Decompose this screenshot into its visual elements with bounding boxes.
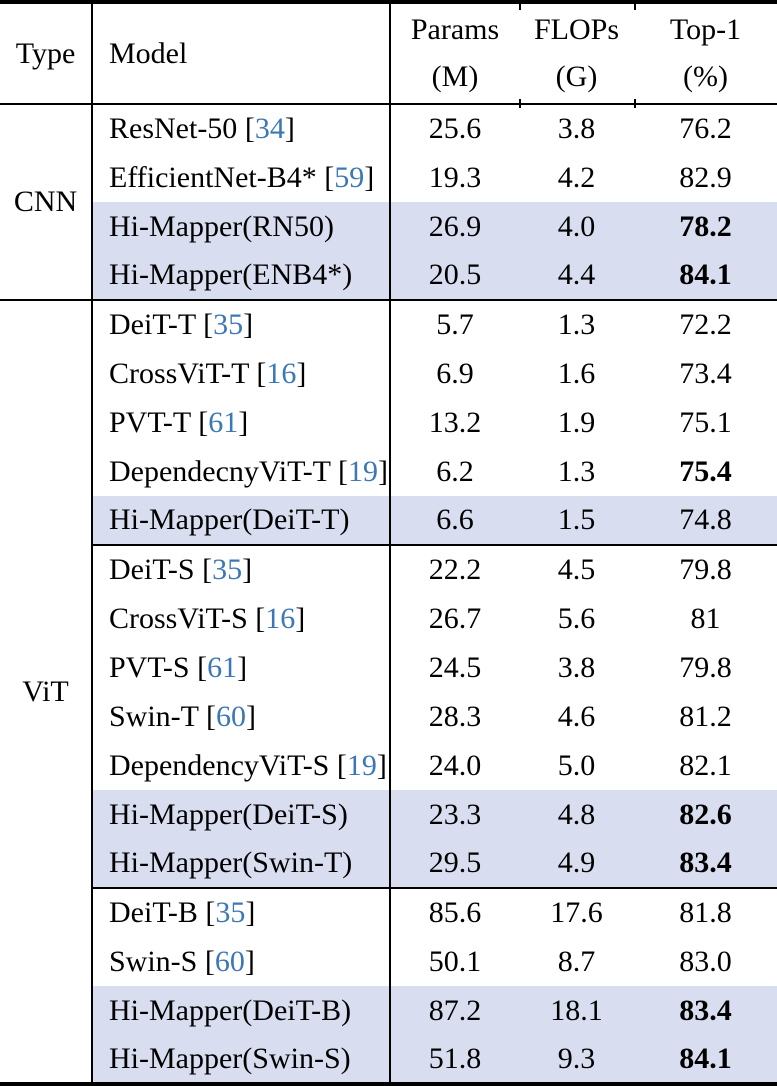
model-name: Hi-Mapper(ENB4*) xyxy=(92,251,390,300)
params-value: 20.5 xyxy=(390,251,519,300)
top1-value: 79.8 xyxy=(679,650,732,684)
params-value: 50.1 xyxy=(428,944,482,978)
citation-link[interactable]: 16 xyxy=(265,601,296,635)
model-name: Hi-Mapper(DeiT-B) xyxy=(92,986,390,1035)
citation-link[interactable]: 60 xyxy=(215,699,246,733)
header-flops xyxy=(519,2,634,104)
model-name: DependecnyViT-T [19] xyxy=(92,447,390,496)
flops-value: 4.5 xyxy=(519,545,634,594)
citation-link[interactable]: 35 xyxy=(212,553,243,586)
table-row xyxy=(0,839,777,888)
params-value: 26.7 xyxy=(428,601,482,635)
table-row xyxy=(0,202,777,251)
citation-link[interactable]: 61 xyxy=(208,405,239,439)
citation-link[interactable]: 19 xyxy=(346,748,377,782)
type-label: CNN xyxy=(0,104,92,300)
type-label: ViT xyxy=(0,300,92,1084)
flops-value: 3.8 xyxy=(557,112,596,145)
header-top1-name: Top-1 xyxy=(669,13,742,46)
citation-link[interactable]: 35 xyxy=(213,308,244,341)
model-name: CrossViT-T [16] xyxy=(92,349,390,398)
flops-value: 5.0 xyxy=(557,748,596,782)
citation-link[interactable]: 60 xyxy=(214,944,245,978)
model-name: ResNet-50 [34] xyxy=(92,104,390,153)
flops-value: 1.3 xyxy=(519,300,634,349)
top1-value: 76.2 xyxy=(679,112,732,145)
top1-value: 82.6 xyxy=(634,790,777,839)
model-name: Swin-T [60] xyxy=(92,692,390,741)
params-value: 6.6 xyxy=(390,496,519,545)
top1-value: 79.8 xyxy=(634,545,777,594)
citation-link[interactable]: 19 xyxy=(347,454,378,488)
flops-value: 17.6 xyxy=(519,888,634,937)
flops-value: 4.8 xyxy=(519,790,634,839)
top1-value: 81 xyxy=(690,601,721,635)
params-value: 87.2 xyxy=(390,986,519,1035)
citation-link[interactable]: 59 xyxy=(334,160,365,194)
header-model: Model xyxy=(92,2,390,104)
table-row xyxy=(0,104,777,153)
flops-value: 1.3 xyxy=(557,454,596,488)
params-value: 29.5 xyxy=(390,839,519,888)
flops-value: 9.3 xyxy=(519,1035,634,1084)
top1-value: 83.0 xyxy=(679,944,732,978)
header-params-unit: (M) xyxy=(431,60,479,93)
model-name: PVT-S [61] xyxy=(92,643,390,692)
params-value: 6.9 xyxy=(436,356,474,390)
citation-link[interactable]: 35 xyxy=(215,896,246,929)
flops-value: 1.6 xyxy=(557,356,596,390)
table-row xyxy=(0,986,777,1035)
table-row xyxy=(0,790,777,839)
top1-value: 75.1 xyxy=(679,405,732,439)
column-tick-mark xyxy=(519,0,521,10)
table-row xyxy=(0,447,777,496)
header-top1 xyxy=(634,2,777,104)
column-tick-mark xyxy=(519,99,521,108)
top1-value: 83.4 xyxy=(634,839,777,888)
flops-value: 4.2 xyxy=(557,160,596,194)
header-params-name: Params xyxy=(410,13,500,46)
table-row xyxy=(0,741,777,790)
model-name: Hi-Mapper(Swin-S) xyxy=(92,1035,390,1084)
top1-value: 81.2 xyxy=(679,699,732,733)
table-row xyxy=(0,937,777,986)
model-name: Hi-Mapper(DeiT-S) xyxy=(92,790,390,839)
column-tick-mark xyxy=(634,0,636,10)
model-name: DeiT-T [35] xyxy=(92,300,390,349)
table-row xyxy=(0,545,777,594)
table-row xyxy=(0,888,777,937)
header-type: Type xyxy=(0,2,92,104)
params-value: 19.3 xyxy=(428,160,482,194)
params-value: 5.7 xyxy=(390,300,519,349)
model-name: Swin-S [60] xyxy=(92,937,390,986)
top1-value: 82.9 xyxy=(679,160,732,194)
params-value: 23.3 xyxy=(390,790,519,839)
params-value: 13.2 xyxy=(428,405,482,439)
top1-value: 75.4 xyxy=(679,454,732,488)
params-value: 85.6 xyxy=(390,888,519,937)
model-name: Hi-Mapper(RN50) xyxy=(92,202,390,251)
table-row xyxy=(0,251,777,300)
table-row xyxy=(0,398,777,447)
header-params xyxy=(390,2,519,104)
model-name: DeiT-S [35] xyxy=(92,545,390,594)
flops-value: 4.6 xyxy=(557,699,596,733)
flops-value: 1.5 xyxy=(519,496,634,545)
flops-value: 3.8 xyxy=(557,650,596,684)
table-row xyxy=(0,643,777,692)
flops-value: 4.0 xyxy=(519,202,634,251)
top1-value: 84.1 xyxy=(634,251,777,300)
header-flops-name: FLOPs xyxy=(533,13,620,46)
flops-value: 18.1 xyxy=(519,986,634,1035)
top1-value: 78.2 xyxy=(634,202,777,251)
top1-value: 84.1 xyxy=(634,1035,777,1084)
flops-value: 1.9 xyxy=(557,405,596,439)
top1-value: 73.4 xyxy=(679,356,732,390)
params-value: 6.2 xyxy=(436,454,474,488)
model-name: CrossViT-S [16] xyxy=(92,594,390,643)
model-name: DependencyViT-S [19] xyxy=(92,741,390,790)
table-row xyxy=(0,349,777,398)
flops-value: 5.6 xyxy=(557,601,596,635)
table-row xyxy=(0,692,777,741)
model-name: DeiT-B [35] xyxy=(92,888,390,937)
top1-value: 83.4 xyxy=(634,986,777,1035)
params-value: 28.3 xyxy=(428,699,482,733)
flops-value: 4.9 xyxy=(519,839,634,888)
params-value: 24.0 xyxy=(428,748,482,782)
table-row xyxy=(0,496,777,545)
model-name: EfficientNet-B4* [59] xyxy=(92,153,390,202)
params-value: 26.9 xyxy=(390,202,519,251)
params-value: 25.6 xyxy=(428,112,482,145)
flops-value: 8.7 xyxy=(557,944,596,978)
table-row xyxy=(0,153,777,202)
params-value: 51.8 xyxy=(390,1035,519,1084)
model-name: PVT-T [61] xyxy=(92,398,390,447)
model-name: Hi-Mapper(Swin-T) xyxy=(92,839,390,888)
citation-link[interactable]: 16 xyxy=(266,356,297,390)
citation-link[interactable]: 61 xyxy=(207,650,238,684)
citation-link[interactable]: 34 xyxy=(254,112,285,145)
table-row xyxy=(0,594,777,643)
flops-value: 4.4 xyxy=(519,251,634,300)
params-value: 22.2 xyxy=(390,545,519,594)
table-row xyxy=(0,1035,777,1084)
top1-value: 82.1 xyxy=(679,748,732,782)
top1-value: 74.8 xyxy=(634,496,777,545)
header-top1-unit: (%) xyxy=(683,60,728,93)
params-value: 24.5 xyxy=(428,650,482,684)
top1-value: 72.2 xyxy=(634,300,777,349)
column-tick-mark xyxy=(634,99,636,108)
header-row xyxy=(0,2,777,104)
table-row xyxy=(0,300,777,349)
top1-value: 81.8 xyxy=(634,888,777,937)
header-flops-unit: (G) xyxy=(555,60,598,93)
model-name: Hi-Mapper(DeiT-T) xyxy=(92,496,390,545)
